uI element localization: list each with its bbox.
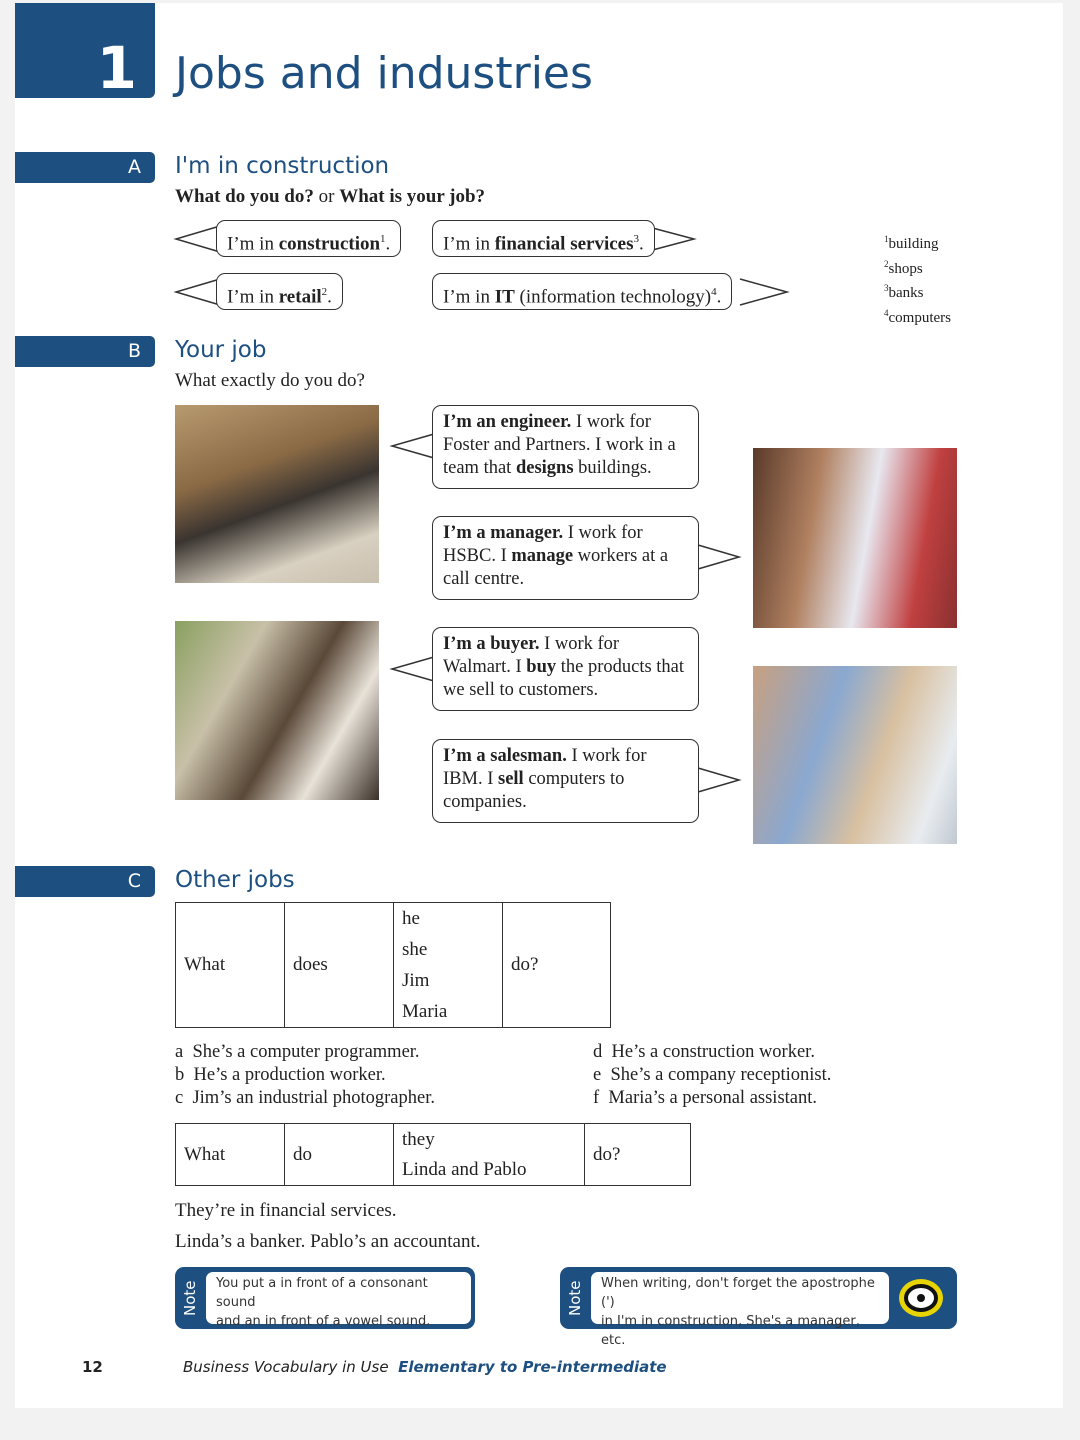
salesman-photo (753, 666, 957, 844)
speech-bubble-engineer: I’m an engineer. I work for Foster and Partners. I work in a team that designs buildings. (432, 405, 699, 489)
bubble-tail (696, 766, 742, 796)
section-c-heading: Other jobs (175, 867, 295, 893)
examples-left: a She’s a computer programmer. b He’s a production worker. c Jim’s an industrial photographer. (175, 1042, 435, 1108)
bubble-tail (696, 543, 742, 573)
note-box-articles (175, 1267, 475, 1329)
grammar-table-does (175, 902, 611, 1028)
table-cell: What (176, 1124, 285, 1186)
table-cell-subjects: they Linda and Pablo (394, 1124, 585, 1186)
speech-bubble-manager: I’m a manager. I work for HSBC. I manage workers at a call centre. (432, 516, 699, 600)
speech-bubble: I’m in financial services$^3$. (432, 220, 655, 257)
note-label: Note (181, 1280, 199, 1316)
eye-icon (897, 1276, 945, 1320)
note-box-apostrophe (560, 1267, 957, 1348)
answer-2: Linda’s a banker. Pablo’s an accountant. (175, 1231, 481, 1252)
footnotes: $^1$building $^2$shops $^3$banks $^4$computers (884, 234, 951, 326)
bubble-tail (391, 432, 437, 462)
speech-bubble-salesman: I’m a salesman. I work for IBM. I sell computers to companies. (432, 739, 699, 823)
section-b-label: B (15, 336, 155, 367)
unit-number: 1 (15, 3, 155, 98)
section-b-heading: Your job (175, 337, 267, 363)
answer-1: They’re in financial services. (175, 1200, 397, 1221)
bubble-tail (391, 655, 437, 685)
section-b-question: What exactly do you do? (175, 370, 365, 391)
page-title: Jobs and industries (175, 48, 593, 99)
manager-photo (753, 448, 957, 628)
note-label: Note (566, 1280, 584, 1316)
page-number: 12 (82, 1358, 103, 1376)
engineer-photo (175, 405, 379, 583)
table-cell: do? (503, 903, 611, 1028)
table-cell: do (285, 1124, 394, 1186)
speech-bubble: I’m in IT (information technology)$^4$. (432, 273, 732, 310)
buyer-photo (175, 621, 379, 800)
speech-bubble: I’m in construction$^1$. (216, 220, 401, 257)
bubble-tail (735, 275, 791, 309)
grammar-table-do (175, 1123, 691, 1186)
book-title: Business Vocabulary in Use Elementary to Pre-intermediate (183, 1358, 667, 1376)
speech-bubble: I’m in retail$^2$. (216, 273, 343, 310)
section-c-label: C (15, 866, 155, 897)
speech-bubble-buyer: I’m a buyer. I work for Walmart. I buy the products that we sell to customers. (432, 627, 699, 711)
table-cell: What (176, 903, 285, 1028)
note-text: You put a in front of a consonant sound and an in front of a vowel sound. (206, 1272, 471, 1324)
table-cell: does (285, 903, 394, 1028)
section-a-question: What do you do? or What is your job? (175, 186, 486, 207)
table-cell-subjects: he she Jim Maria (394, 903, 503, 1028)
table-cell: do? (585, 1124, 691, 1186)
examples-right: d He’s a construction worker. e She’s a company receptionist. f Maria’s a personal assistant. (593, 1042, 832, 1108)
note-text: When writing, don't forget the apostrophe (') in I'm in construction, She's a manager, etc. (591, 1272, 889, 1324)
section-a-label: A (15, 152, 155, 183)
section-a-heading: I'm in construction (175, 153, 390, 179)
